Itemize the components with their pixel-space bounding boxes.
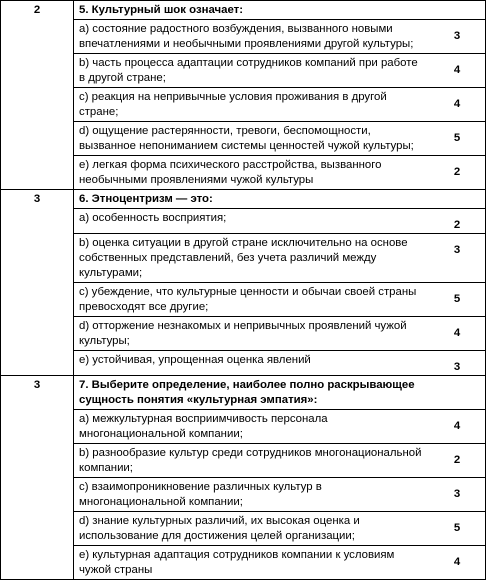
question-title: 6. Этноцентризм — это:	[79, 193, 213, 205]
answer-score: 2	[453, 166, 461, 178]
answer-text: d) ощущение растерянности, тревоги, беспомощности, вызванное непониманием системы ценностей чужой культуры;	[79, 125, 414, 152]
answer-score: 3	[453, 488, 461, 500]
question-body	[74, 376, 486, 580]
answer-option	[74, 88, 485, 122]
question-title: 7. Выберите определение, наиболее полно раскрывающее сущность понятия «культурная эмпатия»:	[79, 379, 415, 406]
answer-score: 3	[453, 361, 461, 373]
question-body	[74, 190, 486, 376]
answer-score: 2	[453, 219, 461, 231]
question-title: 5. Культурный шок означает:	[79, 4, 244, 16]
difficulty-level: 3	[1, 190, 74, 376]
answer-option	[74, 283, 485, 317]
answer-text: с) взаимопроникновение различных культур в многонациональной компании;	[79, 481, 322, 508]
test-table-body	[1, 1, 486, 580]
answer-text: d) знание культурных различий, их высокая оценка и использование для достижения целей организации;	[79, 515, 360, 542]
answer-text: с) убеждение, что культурные ценности и обычаи своей страны превосходят все другие;	[79, 286, 417, 313]
question-header	[74, 1, 485, 20]
answer-text: b) часть процесса адаптации сотрудников компаний при работе в другой стране;	[79, 57, 418, 84]
answer-score: 3	[453, 244, 461, 256]
answer-score: 5	[453, 522, 461, 534]
answer-text: а) состояние радостного возбуждения, вызванного новыми впечатлениями и необычными проявлениями другой культуры;	[79, 23, 414, 50]
answer-text: е) культурная адаптация сотрудников компании к условиям чужой страны	[79, 549, 395, 576]
question-row	[1, 376, 486, 580]
score-header-empty	[429, 190, 485, 208]
answer-option	[74, 209, 485, 234]
answer-option	[74, 234, 485, 283]
answer-option	[74, 512, 485, 546]
answer-score: 4	[453, 420, 461, 432]
question-header	[74, 376, 485, 410]
answer-option	[74, 546, 485, 579]
answer-score: 3	[453, 30, 461, 42]
answer-score: 4	[453, 556, 461, 568]
answer-score: 4	[453, 64, 461, 76]
answer-text: с) реакция на непривычные условия проживания в другой стране;	[79, 91, 387, 118]
question-row	[1, 190, 486, 376]
answer-option	[74, 410, 485, 444]
score-header-empty	[429, 376, 485, 409]
answer-score: 4	[453, 98, 461, 110]
difficulty-level: 2	[1, 1, 74, 190]
difficulty-level: 3	[1, 376, 74, 580]
answer-text: е) легкая форма психического расстройства, вызванного необычными проявлениями чужой культуры	[79, 159, 382, 186]
answer-option	[74, 20, 485, 54]
answer-option	[74, 54, 485, 88]
answer-option	[74, 156, 485, 189]
answer-option	[74, 444, 485, 478]
answer-option	[74, 317, 485, 351]
answer-score: 4	[453, 327, 461, 339]
question-row	[1, 1, 486, 190]
answer-score: 2	[453, 454, 461, 466]
answer-text: d) отторжение незнакомых и непривычных проявлений чужой культуры;	[79, 320, 407, 347]
answer-text: b) разнообразие культур среди сотрудников многонациональной компании;	[79, 447, 422, 474]
question-body	[74, 1, 486, 190]
answer-score: 5	[453, 132, 461, 144]
answer-text: b) оценка ситуации в другой стране исключительно на основе собственных представлений, без учета различий между культурами;	[79, 237, 408, 279]
answer-text: е) устойчивая, упрощенная оценка явлений	[79, 354, 311, 366]
answer-option	[74, 478, 485, 512]
score-header-empty	[429, 1, 485, 19]
answer-text: а) особенность восприятия;	[79, 212, 227, 224]
answer-option	[74, 351, 485, 375]
question-header	[74, 190, 485, 209]
answer-score: 5	[453, 293, 461, 305]
answer-option	[74, 122, 485, 156]
answer-text: а) межкультурная восприимчивость персонала многонациональной компании;	[79, 413, 328, 440]
